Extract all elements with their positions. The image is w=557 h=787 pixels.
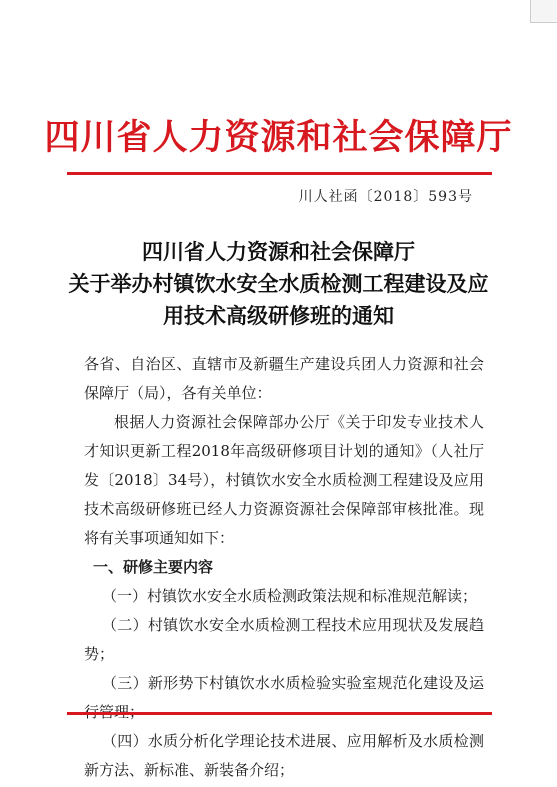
footer-red-rule [67,712,492,715]
title-line-2: 关于举办村镇饮水安全水质检测工程建设及应 [68,271,489,296]
list-item: （四）水质分析化学理论技术进展、应用解析及水质检测新方法、新标准、新装备介绍； [84,732,484,779]
document-body [84,350,484,785]
addressee: 各省、自治区、直辖市及新疆生产建设兵团人力资源和社会保障厅（局），各有关单位： [84,355,484,402]
document-title [0,236,557,332]
letterhead-red-rule [67,172,492,175]
list-item: （三）新形势下村镇饮水水质检验实验室规范化建设及运 [102,674,484,692]
document-number: 川人社函〔2018〕593号 [298,189,473,205]
page-corner-mark [530,0,557,23]
section-heading: 一、研修主要内容 [93,558,214,576]
list-item: （一）村镇饮水安全水质检测政策法规和标准规范解读； [102,587,478,605]
intro-paragraph: 根据人力资源社会保障部办公厅《关于印发专业技术人才知识更新工程2018年高级研修项目计划的通知》（人社厅发〔2018〕34号），村镇饮水安全水质检测工程建设及应用技术高级研修班已经人力资源资源社会保障部审核批准。现将有关事项通知如下： [84,413,484,547]
list-item: （二）村镇饮水安全水质检测工程技术应用现状及发展趋势； [84,616,484,663]
title-line-3: 用技术高级研修班的通知 [163,303,394,328]
title-line-1: 四川省人力资源和社会保障厅 [142,239,415,264]
letterhead-org-name: 四川省人力资源和社会保障厅 [44,117,513,158]
